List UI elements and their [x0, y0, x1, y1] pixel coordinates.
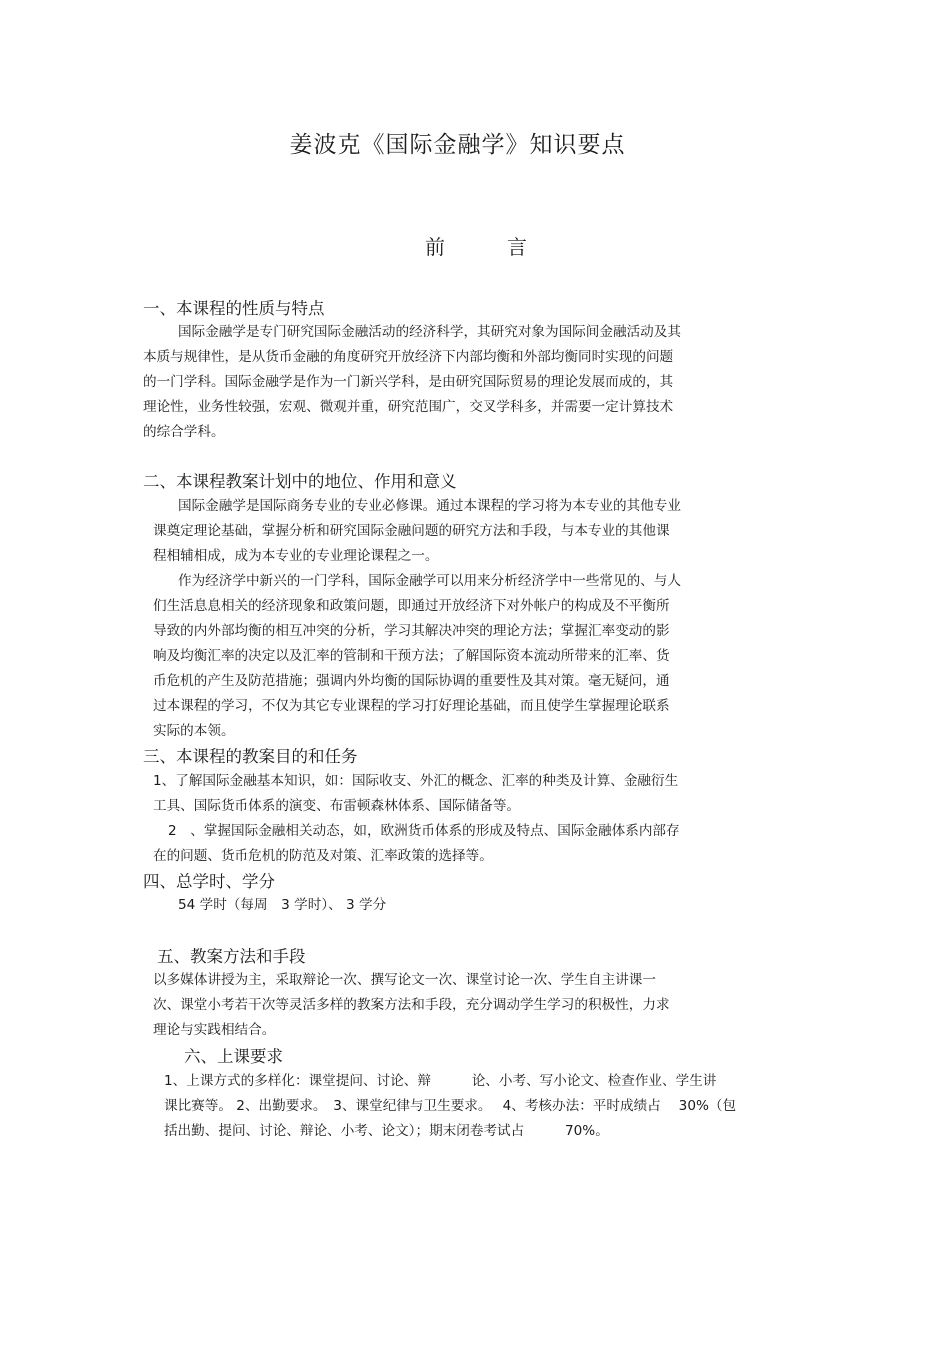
section-2-line-6: 导致的内外部均衡的相互冲突的分析，学习其解决冲突的理论方法；掌握汇率变动的影: [153, 623, 670, 639]
section-6-line-3: 括出勤、提问、讨论、辩论、小考、论文）；期末闭卷考试占 70%。: [164, 1123, 609, 1139]
section-2-line-9: 过本课程的学习，不仅为其它专业课程的学习打好理论基础，而且使学生掌握理论联系: [153, 698, 670, 714]
section-3-line-4: 在的问题、货币危机的防范及对策、汇率政策的选择等。: [153, 848, 493, 864]
section-5-line-2: 次、课堂小考若干次等灵活多样的教案方法和手段，充分调动学生学习的积极性，力求: [153, 997, 670, 1013]
section-2-line-8: 币危机的产生及防范措施；强调内外均衡的国际协调的重要性及其对策。毫无疑问，通: [153, 673, 670, 689]
section-3-line-1: 1、了解国际金融基本知识，如：国际收支、外汇的概念、汇率的种类及计算、金融衍生: [153, 773, 679, 789]
section-3-line-3: 2 、掌握国际金融相关动态，如，欧洲货币体系的形成及特点、国际金融体系内部存: [168, 823, 680, 839]
section-2-line-4: 作为经济学中新兴的一门学科，国际金融学可以用来分析经济学中一些常见的、与人: [178, 573, 681, 589]
section-2-heading: 二、本课程教案计划中的地位、作用和意义: [143, 472, 457, 491]
section-6-heading: 六、上课要求: [184, 1047, 283, 1066]
section-4-heading: 四、总学时、学分: [143, 872, 275, 891]
section-6-line-2: 课比赛等。 2、出勤要求。 3、课堂纪律与卫生要求。 4、考核办法：平时成绩占 30%（包: [164, 1098, 737, 1114]
section-1-line-4: 理论性，业务性较强，宏观、微观并重，研究范围广，交叉学科多，并需要一定计算技术: [143, 399, 674, 415]
section-1-heading: 一、本课程的性质与特点: [143, 299, 325, 318]
section-6-line-1: 1、上课方式的多样化：课堂提问、讨论、辩 论、小考、写小论文、检查作业、学生讲: [164, 1073, 717, 1089]
section-1-line-3: 的一门学科。国际金融学是作为一门新兴学科，是由研究国际贸易的理论发展而成的，其: [143, 374, 674, 390]
page-title: 姜波克《国际金融学》知识要点: [289, 132, 626, 158]
section-3-line-2: 工具、国际货币体系的演变、布雷顿森林体系、国际储备等。: [153, 798, 521, 814]
section-2-line-1: 国际金融学是国际商务专业的专业必修课。通过本课程的学习将为本专业的其他专业: [178, 498, 681, 514]
section-4-line-1: 54 学时（每周 3 学时）、 3 学分: [178, 897, 387, 913]
section-5-line-3: 理论与实践相结合。: [153, 1022, 276, 1038]
section-2-line-2: 课奠定理论基础，掌握分析和研究国际金融问题的研究方法和手段，与本专业的其他课: [153, 523, 670, 539]
preface-char-1: 前: [425, 235, 445, 259]
section-2-line-3: 程相辅相成，成为本专业的专业理论课程之一。: [153, 548, 439, 564]
section-5-line-1: 以多媒体讲授为主，采取辩论一次、撰写论文一次、课堂讨论一次、学生自主讲课一: [153, 972, 656, 988]
section-2-line-10: 实际的本领。: [153, 723, 235, 739]
section-1-line-2: 本质与规律性，是从货币金融的角度研究开放经济下内部均衡和外部均衡同时实现的问题: [143, 349, 674, 365]
section-5-heading: 五、教案方法和手段: [157, 947, 306, 966]
section-2-line-5: 们生活息息相关的经济现象和政策问题，即通过开放经济下对外帐户的构成及不平衡所: [153, 598, 670, 614]
section-1-line-1: 国际金融学是专门研究国际金融活动的经济科学，其研究对象为国际间金融活动及其: [178, 324, 681, 340]
preface-heading: [425, 231, 527, 260]
section-1-line-5: 的综合学科。: [143, 424, 225, 440]
section-2-line-7: 响及均衡汇率的决定以及汇率的管制和干预方法；了解国际资本流动所带来的汇率、货: [153, 648, 670, 664]
section-3-heading: 三、本课程的教案目的和任务: [143, 747, 358, 766]
preface-char-2: 言: [507, 235, 527, 259]
